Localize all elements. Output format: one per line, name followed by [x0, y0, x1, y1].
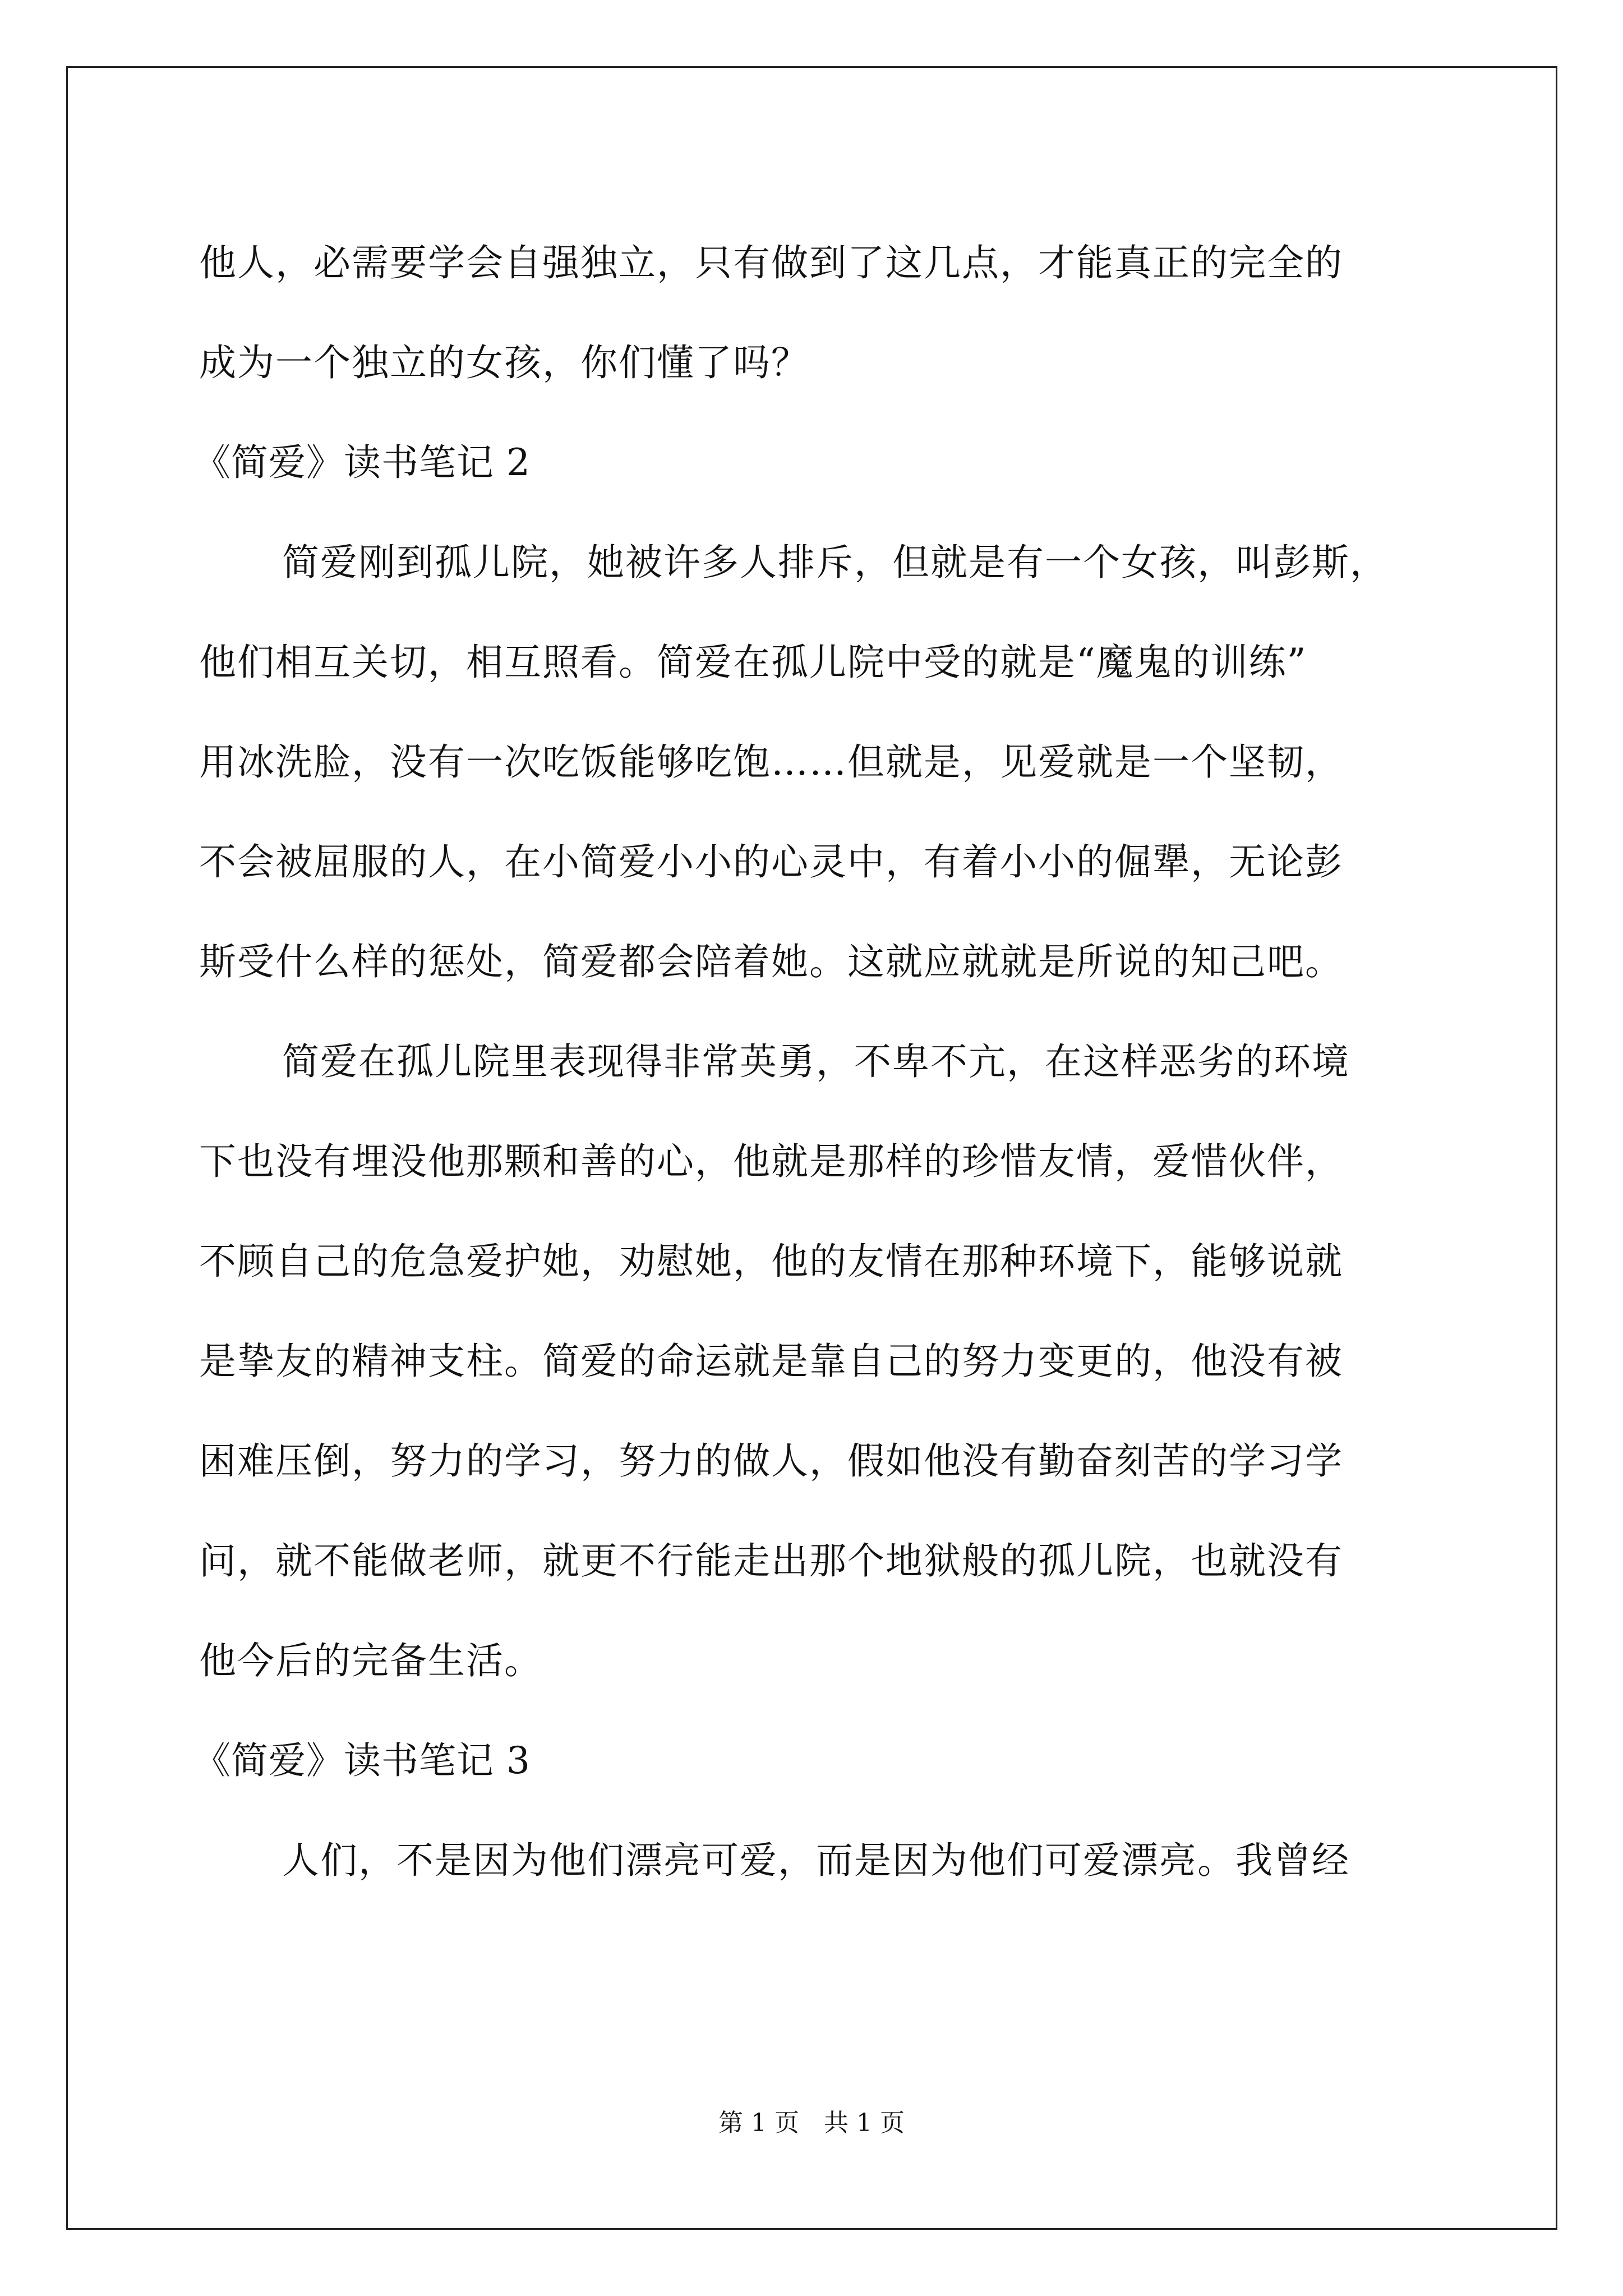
text-line: 问，就不能做老师，就更不行能走出那个地狱般的孤儿院，也就没有: [199, 1539, 1343, 1582]
paragraph-first-line: 简爱在孤儿院里表现得非常英勇，不卑不亢，在这样恶劣的环境: [282, 1040, 1350, 1083]
text-line: 他今后的完备生活。: [199, 1639, 542, 1682]
text-line: 是挚友的精神支柱。简爱的命运就是靠自己的努力变更的，他没有被: [199, 1340, 1343, 1383]
page-number: 第 1 页 共 1 页: [718, 2109, 905, 2137]
text-line: 斯受什么样的惩处，简爱都会陪着她。这就应就就是所说的知己吧。: [199, 940, 1343, 983]
text-line: 不顾自己的危急爱护她，劝慰她，他的友情在那种环境下，能够说就: [199, 1240, 1343, 1283]
text-line: 成为一个独立的女孩，你们懂了吗？: [199, 341, 809, 384]
text-line: 他人，必需要学会自强独立，只有做到了这几点，才能真正的完全的: [199, 241, 1343, 284]
page-footer: [0, 2106, 1623, 2140]
text-line: 不会被屈服的人，在小简爱小小的心灵中，有着小小的倔犟，无论彭: [199, 840, 1343, 884]
paragraph-first-line: 简爱刚到孤儿院，她被许多人排斥，但就是有一个女孩，叫彭斯，: [282, 541, 1388, 584]
text-line: 用冰洗脸，没有一次吃饭能够吃饱……但就是，见爱就是一个坚韧，: [199, 740, 1343, 784]
document-body: [193, 213, 1433, 1911]
text-line: 困难压倒，努力的学习，努力的做人，假如他没有勤奋刻苦的学习学: [199, 1439, 1343, 1483]
section-heading: 《简爱》读书笔记 3: [193, 1739, 531, 1782]
text-line: 他们相互关切，相互照看。简爱在孤儿院中受的就是“魔鬼的训练”: [199, 641, 1307, 684]
paragraph-first-line: 人们，不是因为他们漂亮可爱，而是因为他们可爱漂亮。我曾经: [282, 1839, 1350, 1882]
text-line: 下也没有埋没他那颗和善的心，他就是那样的珍惜友情，爱惜伙伴，: [199, 1140, 1343, 1183]
section-heading: 《简爱》读书笔记 2: [193, 441, 531, 484]
